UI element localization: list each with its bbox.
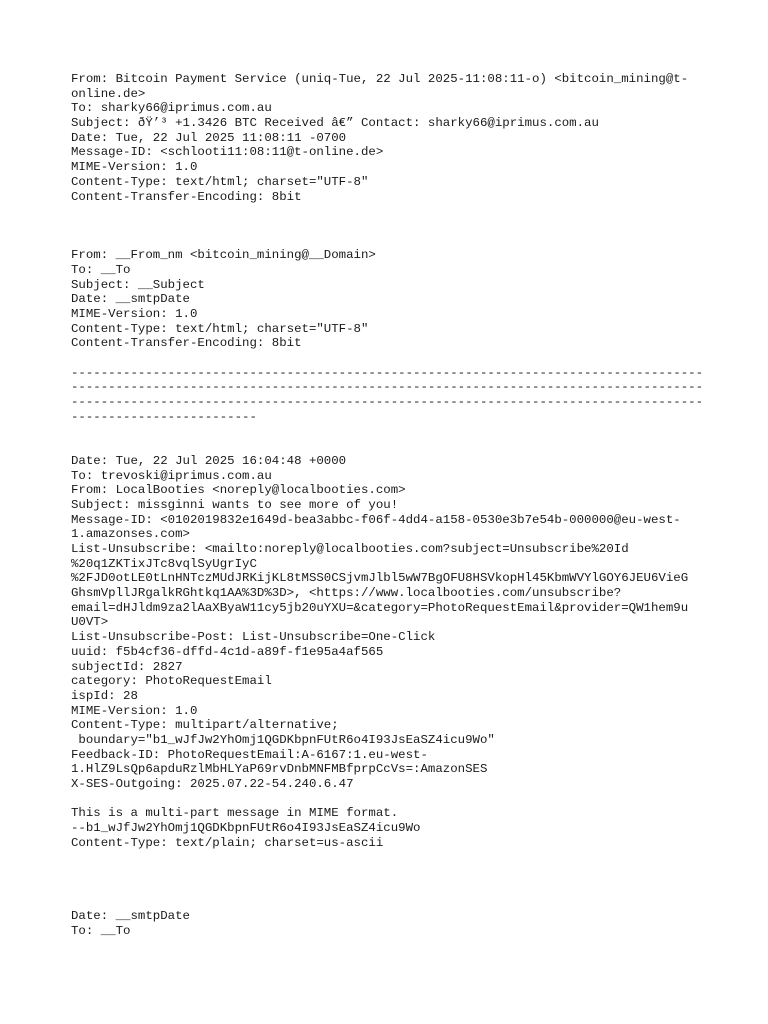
text-line: online.de> <box>71 86 146 101</box>
text-line: Message-ID: <schlooti11:08:11@t-online.de> <box>71 145 384 160</box>
text-line: Message-ID: <0102019832e1649d-bea3abbc-f06f-4dd4-a158-0530e3b7e54b-000000@eu-west- <box>71 512 681 527</box>
text-line: MIME-Version: 1.0 <box>71 703 198 718</box>
mime-body <box>71 806 711 850</box>
text-line: Content-Type: text/plain; charset=us-ascii <box>71 835 384 850</box>
blank-line <box>71 351 711 366</box>
text-line: Content-Type: multipart/alternative; <box>71 718 339 733</box>
text-line: %20q1ZKTixJTc8vqlSyUgrIyC <box>71 556 257 571</box>
text-line: Feedback-ID: PhotoRequestEmail:A-6167:1.eu-west- <box>71 747 428 762</box>
text-line: U0VT> <box>71 615 109 630</box>
blank-line <box>71 895 711 910</box>
text-line: List-Unsubscribe-Post: List-Unsubscribe=One-Click <box>71 630 436 645</box>
separator <box>71 366 711 425</box>
text-line: To: __To <box>71 923 131 938</box>
text-line: Date: Tue, 22 Jul 2025 16:04:48 +0000 <box>71 453 347 468</box>
text-line: subjectId: 2827 <box>71 659 183 674</box>
text-line: Date: __smtpDate <box>71 292 190 307</box>
text-line: From: Bitcoin Payment Service (uniq-Tue, 22 Jul 2025-11:08:11-o) <bitcoin_mining@t- <box>71 72 689 86</box>
text-line: X-SES-Outgoing: 2025.07.22-54.240.6.47 <box>71 777 354 791</box>
blank-line <box>71 219 711 234</box>
blank-line <box>71 234 711 249</box>
text-line: To: sharky66@iprimus.com.au <box>71 101 272 116</box>
text-line: %2FJD0otLE0tLnHNTczMUdJRKijKL8tMSS0CSjvmJlbl5wW7BgOFU8HSVkopHl45KbmWVYlGOY6JEU6VieG <box>71 571 689 586</box>
header-1 <box>71 72 711 204</box>
text-line: Subject: missginni wants to see more of you! <box>71 497 399 512</box>
text-line: ------------------------------------------------------------------------------------- <box>71 365 704 380</box>
blank-line <box>71 425 711 440</box>
text-line: Content-Transfer-Encoding: 8bit <box>71 336 302 351</box>
text-line: To: __To <box>71 262 131 277</box>
text-line: Subject: __Subject <box>71 277 205 292</box>
text-line: ------------------------- <box>71 409 257 424</box>
blank-line <box>71 865 711 880</box>
text-line: boundary="b1_wJfJw2YhOmj1QGDKbpnFUtR6o4I93JsEaSZ4icu9Wo" <box>71 732 495 747</box>
text-line: This is a multi-part message in MIME format. <box>71 806 399 821</box>
text-line: List-Unsubscribe: <mailto:noreply@localbooties.com?subject=Unsubscribe%20Id <box>71 542 629 556</box>
text-line: Date: __smtpDate <box>71 909 190 924</box>
blank-line <box>71 792 711 807</box>
blank-line <box>71 880 711 895</box>
blank-line <box>71 850 711 865</box>
text-line: Content-Transfer-Encoding: 8bit <box>71 189 302 204</box>
header-template <box>71 248 711 351</box>
text-line: GhsmVpllJRgalkRGhtkq1AA%3D%3D>, <https://www.localbooties.com/unsubscribe? <box>71 586 622 601</box>
blank-line <box>71 439 711 454</box>
text-line: Content-Type: text/html; charset="UTF-8" <box>71 321 369 336</box>
text-line: email=dHJldm9za2lAaXByaW11cy5jb20uYXU=&category=PhotoRequestEmail&provider=QW1hem9u <box>71 600 689 615</box>
text-line: Subject: ðŸ’³ +1.3426 BTC Received â€” Contact: sharky66@iprimus.com.au <box>71 116 599 131</box>
header-2 <box>71 454 711 792</box>
text-line: --b1_wJfJw2YhOmj1QGDKbpnFUtR6o4I93JsEaSZ4icu9Wo <box>71 821 421 836</box>
text-line: ------------------------------------------------------------------------------------- <box>71 380 704 395</box>
text-line: 1.amazonses.com> <box>71 527 190 542</box>
text-line: ------------------------------------------------------------------------------------- <box>71 395 704 410</box>
email-source-document <box>71 72 711 939</box>
text-line: category: PhotoRequestEmail <box>71 674 272 689</box>
text-line: 1.HlZ9LsQp6apduRzlMbHLYaP69rvDnbMNFMBfprpCcVs=:AmazonSES <box>71 762 488 777</box>
text-line: From: LocalBooties <noreply@localbooties.com> <box>71 483 406 498</box>
text-line: MIME-Version: 1.0 <box>71 307 198 321</box>
text-line: From: __From_nm <bitcoin_mining@__Domain> <box>71 248 376 263</box>
text-line: ispId: 28 <box>71 688 138 703</box>
text-line: Content-Type: text/html; charset="UTF-8" <box>71 174 369 189</box>
text-line: MIME-Version: 1.0 <box>71 160 198 175</box>
blank-line <box>71 204 711 219</box>
header-3 <box>71 909 711 938</box>
text-line: uuid: f5b4cf36-dffd-4c1d-a89f-f1e95a4af565 <box>71 644 384 659</box>
text-line: To: trevoski@iprimus.com.au <box>71 468 272 483</box>
text-line: Date: Tue, 22 Jul 2025 11:08:11 -0700 <box>71 130 347 145</box>
